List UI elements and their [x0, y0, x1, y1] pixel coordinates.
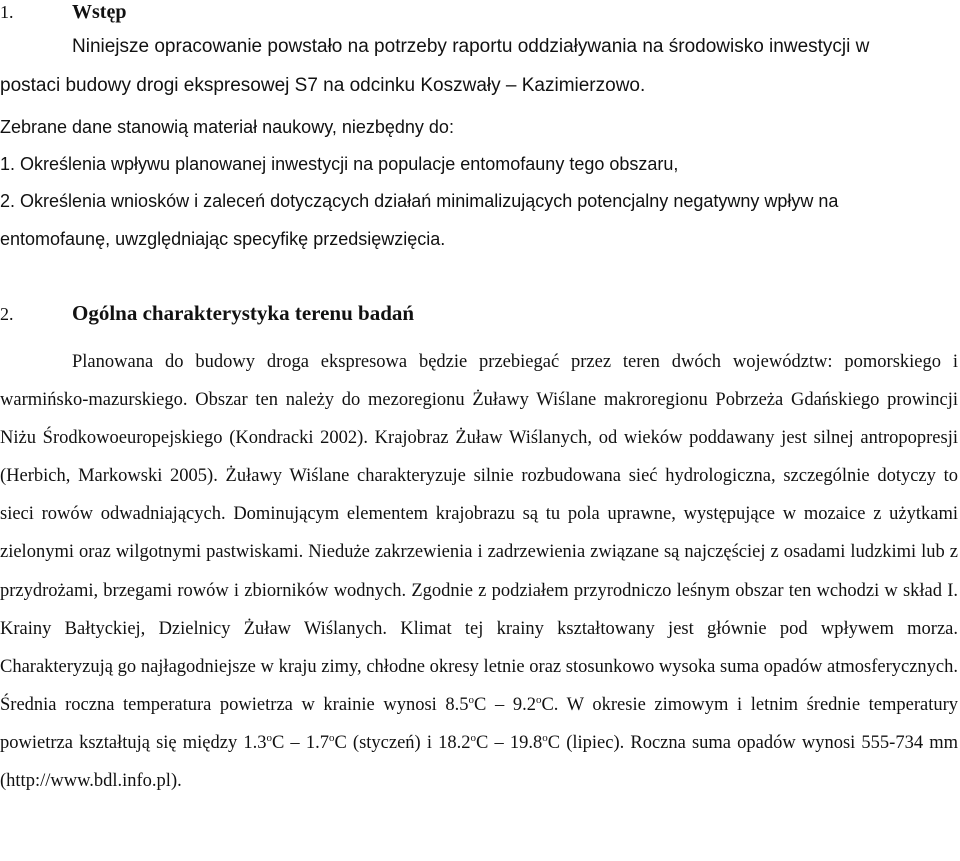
list-item-continuation: entomofaunę, uwzględniając specyfikę przedsięwzięcia.: [0, 229, 446, 249]
section-title: Wstęp: [72, 1, 127, 23]
intro-line: Zebrane dane stanowią materiał naukowy, niezbędny do:: [0, 117, 454, 137]
intro-line: Niniejsze opracowanie powstało na potrzeby raportu oddziaływania na środowisko inwestycji w: [72, 36, 870, 57]
degree-superscript: o: [535, 693, 542, 706]
section-title: Ogólna charakterystyka terenu badań: [72, 301, 415, 325]
paragraph-text: C (lipiec). Roczna suma opadów wynosi 555-734 mm (http://www.bdl.info.pl).: [0, 732, 958, 792]
degree-superscript: o: [468, 693, 475, 706]
degree-superscript: o: [470, 731, 476, 744]
section-number: 2.: [0, 304, 14, 324]
paragraph-text: C – 19.8: [476, 732, 543, 753]
list-item: 1. Określenia wpływu planowanej inwestycji na populacje entomofauny tego obszaru,: [0, 154, 679, 174]
paragraph-text: C. W okresie zimowym i letnim średnie temperatury powietrza kształtują się między 1.3: [0, 694, 958, 753]
list-item: 2. Określenia wniosków i zaleceń dotyczących działań minimalizujących potencjalny negatywny wpływ na: [0, 191, 839, 211]
paragraph-text: C (styczeń) i 18.2: [334, 732, 471, 753]
section-heading-2: [0, 301, 414, 326]
intro-line: postaci budowy drogi ekspresowej S7 na odcinku Koszwały – Kazimierzowo.: [0, 75, 646, 96]
section-number: 1.: [0, 2, 14, 22]
body-paragraph: [0, 343, 958, 800]
paragraph-text: C – 9.2: [474, 694, 536, 715]
degree-superscript: o: [542, 731, 548, 744]
degree-superscript: o: [266, 731, 272, 744]
paragraph-text: C – 1.7: [271, 732, 329, 753]
section-heading-1: [0, 0, 126, 24]
paragraph-text: Planowana do budowy droga ekspresowa będzie przebiegać przez teren dwóch województw: pomorskiego i warmińsko-mazurskiego. Obszar ten należy do mezoregionu Żuławy Wiślane makroregionu Pobrzeża Gdańskiego prowincji Niżu Środkowoeuropejskiego (Kondracki 2002). Krajobraz Żuław Wiślanych, od wieków poddawany jest silnej antropopresji (Herbich, Markowski 2005). Żuławy Wiślane charakteryzuje silnie rozbudowana sieć hydrologiczna, szczególnie dotyczy to sieci rowów odwadniających. Dominującym elementem krajobrazu są tu pola uprawne, występujące w mozaice z użytkami zielonymi oraz wilgotnymi pastwiskami. Nieduże zakrzewienia i zadrzewienia związane są najczęściej z osadami ludzkimi lub z przydrożami, brzegami rowów i zbiorników wodnych. Zgodnie z podziałem przyrodniczo leśnym obszar ten wchodzi w skład I. Krainy Bałtyckiej, Dzielnicy Żuław Wiślanych. Klimat tej krainy kształtowany jest głównie pod wpływem morza. Charakteryzują go najłagodniejsze w kraju zimy, chłodne okresy letnie oraz stosunkowo wysoka suma opadów atmosferycznych. Średnia roczna temperatura powietrza w krainie wynosi 8.5: [0, 352, 958, 715]
degree-superscript: o: [328, 731, 335, 744]
